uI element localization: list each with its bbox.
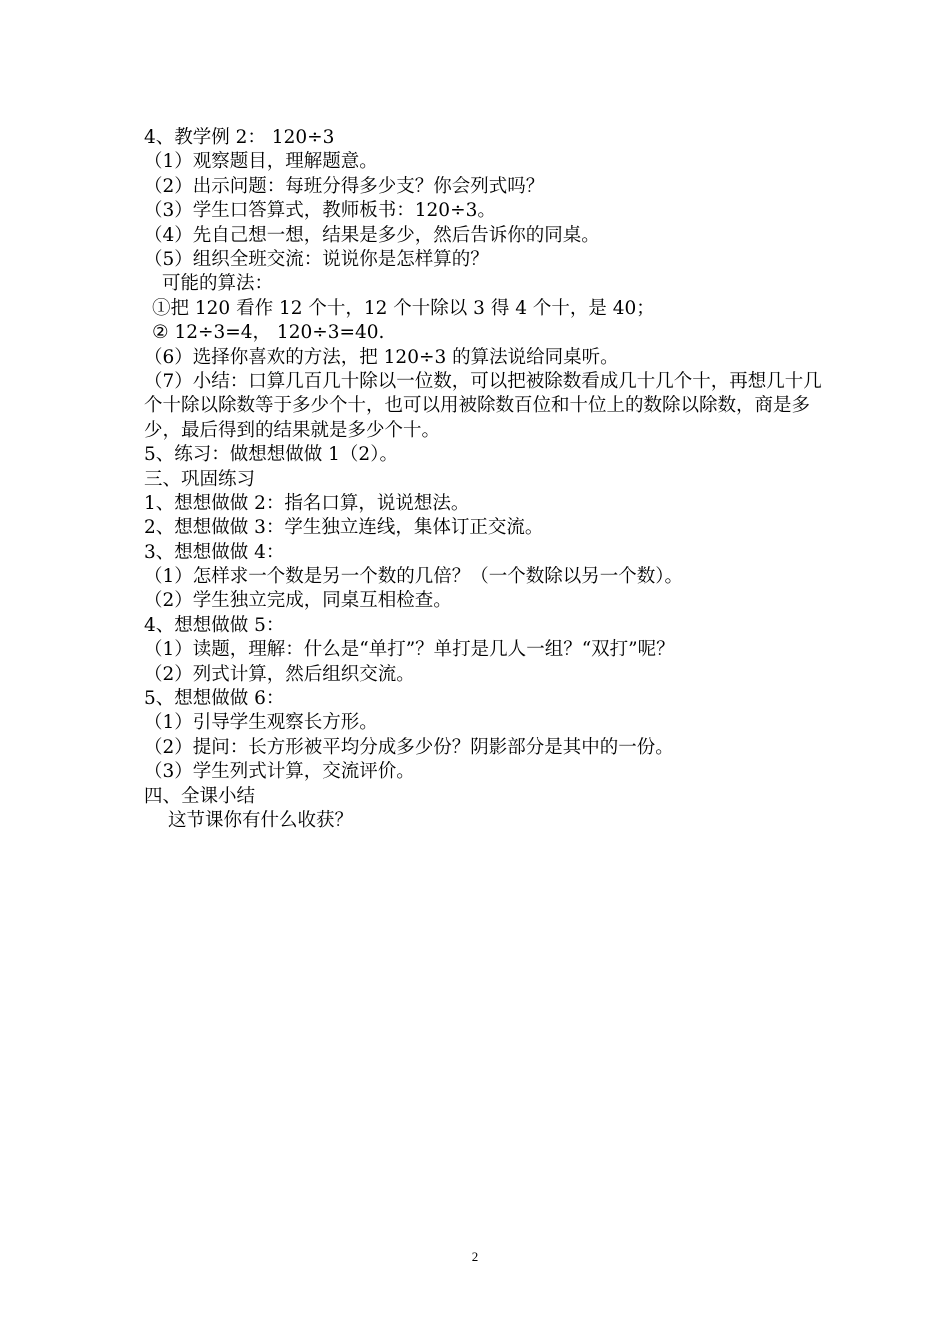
text-line: 可能的算法：	[162, 273, 274, 295]
text-line: （3）学生口答算式，教师板书：120÷3。	[144, 200, 496, 222]
text-line: 5、想想做做 6：	[144, 688, 285, 710]
text-line: （2）列式计算，然后组织交流。	[144, 663, 415, 685]
text-line: 5、练习：做想想做做 1（2）。	[144, 444, 398, 466]
text-line: 三、巩固练习	[144, 468, 256, 490]
lesson-plan-text	[144, 126, 824, 833]
text-line: 1、想想做做 2：指名口算，说说想法。	[144, 492, 470, 514]
text-line: 这节课你有什么收获？	[168, 809, 354, 831]
text-line: （3）学生列式计算，交流评价。	[144, 761, 415, 783]
text-line: 2、想想做做 3：学生独立连线，集体订正交流。	[144, 517, 544, 539]
text-line: （1）引导学生观察长方形。	[144, 712, 378, 734]
text-line: （5）组织全班交流：说说你是怎样算的？	[144, 248, 489, 270]
text-line: （6）选择你喜欢的方法，把 120÷3 的算法说给同桌听。	[144, 346, 619, 368]
text-line: ② 12÷3=4， 120÷3=40.	[152, 322, 385, 344]
text-line: 4、想想做做 5：	[144, 614, 285, 636]
text-line: （2）学生独立完成，同桌互相检查。	[144, 590, 452, 612]
text-line: （2）出示问题：每班分得多少支？你会列式吗？	[144, 175, 545, 197]
text-line: （7）小结：口算几百几十除以一位数，可以把被除数看成几十几个十，再想几十几个十除以除数等于多少个十，也可以用被除数百位和十位上的数除以除数，商是多少，最后得到的结果就是多少个十。	[144, 370, 822, 441]
text-line: 4、教学例 2： 120÷3	[144, 127, 335, 148]
text-line: 四、全课小结	[144, 785, 256, 807]
text-line: （1）读题，理解：什么是“单打”？单打是几人一组？“双打”呢？	[144, 639, 675, 661]
text-line: 3、想想做做 4：	[144, 541, 285, 563]
text-line: （4）先自己想一想，结果是多少，然后告诉你的同桌。	[144, 224, 600, 246]
text-line: （1）观察题目，理解题意。	[144, 151, 378, 173]
text-line: （1）怎样求一个数是另一个数的几倍？（一个数除以另一个数）。	[144, 566, 684, 588]
text-line: ①把 120 看作 12 个十，12 个十除以 3 得 4 个十，是 40；	[152, 297, 655, 319]
text-line: （2）提问：长方形被平均分成多少份？阴影部分是其中的一份。	[144, 736, 674, 758]
page-number: 2	[471, 1249, 479, 1264]
